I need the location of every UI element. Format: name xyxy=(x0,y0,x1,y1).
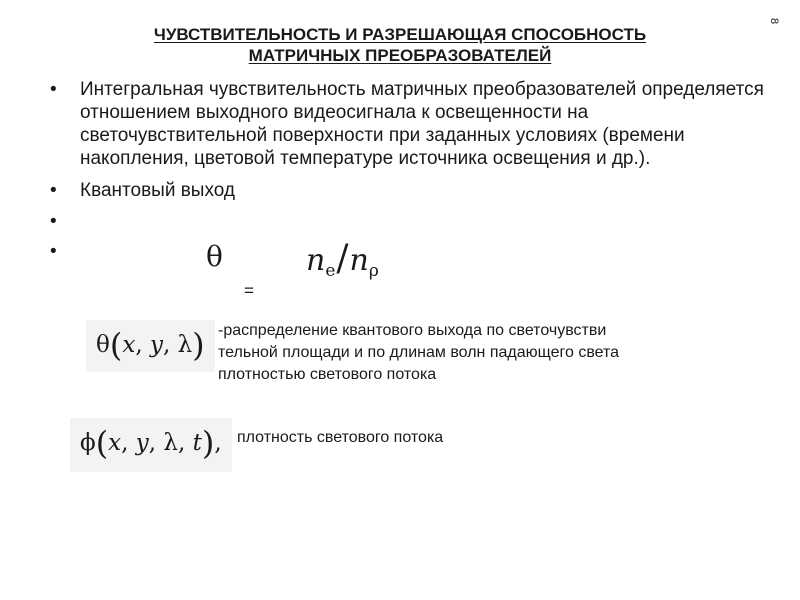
page-number: 8 xyxy=(768,18,780,25)
phi-arg-y: y xyxy=(135,430,149,456)
theta-function-formula: θ(x, y, λ) xyxy=(86,320,215,372)
ratio-denominator: n xyxy=(349,243,369,278)
theta-function-description xyxy=(218,320,738,386)
bullet-quantum-yield: • Квантовый выход xyxy=(46,179,766,202)
phi-function-symbol: ϕ xyxy=(80,430,96,456)
theta-desc-line-3: плотностью светового потока xyxy=(218,366,437,383)
theta-arg-x: x xyxy=(122,332,136,358)
equals-sign: = xyxy=(244,281,254,300)
theta-desc-line-1: -распределение квантового выхода по светочувстви xyxy=(218,322,607,339)
theta-function-symbol: θ xyxy=(96,332,110,358)
ratio-denominator-sub: ρ xyxy=(368,261,379,281)
phi-arg-x: x xyxy=(108,430,122,456)
bullet-empty-2 xyxy=(46,240,766,264)
theta-arg-y: y xyxy=(149,332,163,358)
theta-desc-line-2: тельной площади и по длинам волн падающего света xyxy=(218,344,620,361)
phi-arg-lambda: λ xyxy=(163,430,178,456)
theta-symbol: θ xyxy=(206,240,223,273)
ratio-slash: / xyxy=(336,238,349,279)
slide-title xyxy=(0,24,800,66)
phi-arg-t: t xyxy=(192,430,202,456)
bullet-list xyxy=(46,78,766,264)
bullet-empty-1 xyxy=(46,210,766,240)
slide-title-line-2: МАТРИЧНЫХ ПРЕОБРАЗОВАТЕЛЕЙ xyxy=(248,46,552,65)
slide-title-line-1: ЧУВСТВИТЕЛЬНОСТЬ И РАЗРЕШАЮЩАЯ СПОСОБНОСТЬ xyxy=(153,25,647,44)
phi-function-description: плотность светового потока xyxy=(237,429,444,446)
theta-arg-lambda: λ xyxy=(177,332,193,358)
ratio-numerator: n xyxy=(306,243,326,278)
bullet-integral-sensitivity: • Интегральная чувствительность матричных преобразователей определяется отношением выходного видеосигнала к освещенности на светочувствительной поверхности при заданных условиях (времени накопления, цветовой температуре источника освещения и др.). xyxy=(46,78,766,170)
quantum-yield-ratio xyxy=(306,238,379,281)
ratio-numerator-sub: e xyxy=(325,261,336,281)
phi-function-formula: ϕ(x, y, λ, t), xyxy=(70,418,232,472)
